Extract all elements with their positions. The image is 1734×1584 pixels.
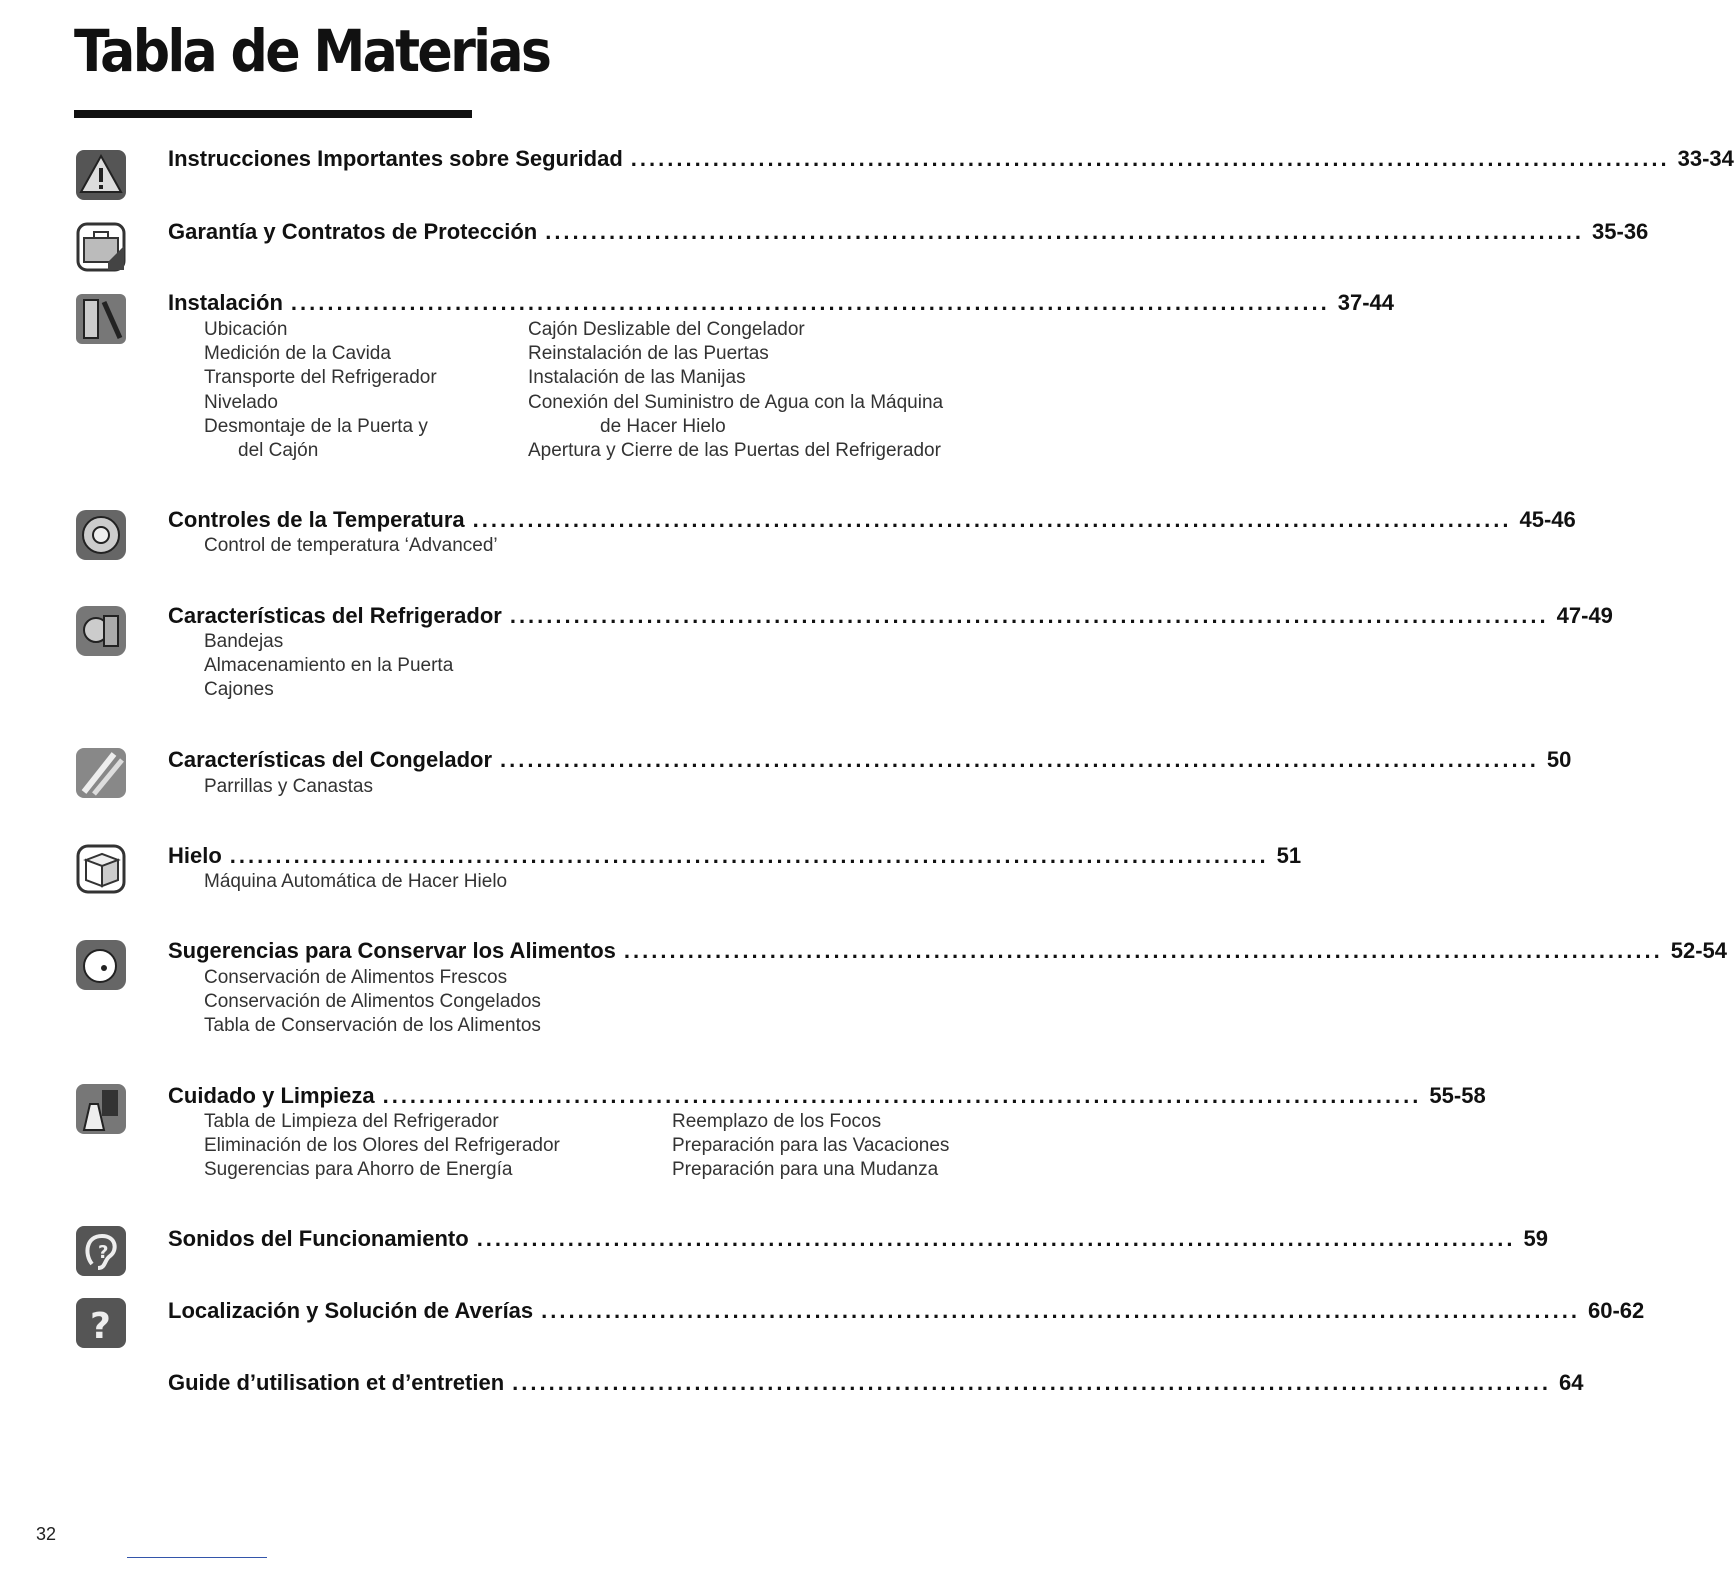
- dot-leader: ..................................................................................................................: [476, 1226, 1516, 1251]
- dot-leader: ..................................................................................................................: [290, 290, 1330, 315]
- question-icon: [74, 1296, 128, 1350]
- subtopic: Reemplazo de los Focos: [672, 1111, 882, 1132]
- subtopic: Eliminación de los Olores del Refrigerador: [204, 1135, 560, 1157]
- toc-entry-11[interactable]: [168, 1370, 1584, 1400]
- entry-heading: Sugerencias para Conservar los Alimentos: [168, 938, 616, 963]
- entry-subtopics: [204, 870, 507, 894]
- ear-icon: [74, 1224, 128, 1278]
- entry-subtopics: [204, 775, 373, 799]
- dot-leader: ..................................................................................................................: [500, 747, 1539, 772]
- footer-rule: [127, 1557, 267, 1558]
- dot-leader: ..................................................................................................................: [512, 1370, 1551, 1395]
- entry-pages: 47-49: [1556, 603, 1613, 628]
- food-storage-icon: [74, 938, 128, 992]
- toc-entry-9[interactable]: [168, 1226, 1548, 1256]
- entry-subtopics: [204, 630, 453, 703]
- toc-entry-5[interactable]: [168, 747, 1572, 777]
- subtopic: Control de temperatura ‘Advanced’: [204, 535, 498, 556]
- entry-heading: Cuidado y Limpieza: [168, 1083, 375, 1108]
- entry-pages: 51: [1276, 843, 1302, 868]
- entry-heading: Guide d’utilisation et d’entretien: [168, 1370, 505, 1395]
- subtopic: Reinstalación de las Puertas: [528, 343, 769, 365]
- subtopic: Preparación para una Mudanza: [672, 1159, 939, 1181]
- subtopic: Sugerencias para Ahorro de Energía: [204, 1159, 513, 1181]
- entry-pages: 64: [1558, 1370, 1584, 1395]
- entry-subtopics: [204, 1110, 560, 1183]
- subtopic: Apertura y Cierre de las Puertas del Refrigerador: [528, 440, 941, 462]
- entry-subtopics-col2: [528, 318, 943, 463]
- entry-subtopics: [204, 966, 541, 1039]
- entry-heading: Instrucciones Importantes sobre Seguridad: [168, 146, 623, 171]
- subtopic: Parrillas y Canastas: [204, 776, 373, 797]
- tools-icon: [74, 292, 128, 346]
- subtopic: del Cajón: [238, 440, 319, 462]
- toc-entry-7[interactable]: [168, 938, 1727, 968]
- toc-entry-0[interactable]: [168, 146, 1734, 176]
- subtopic: Almacenamiento en la Puerta: [204, 655, 454, 677]
- warning-icon: [74, 148, 128, 202]
- entry-subtopics: [204, 534, 498, 558]
- page-number: 32: [36, 1524, 57, 1544]
- svg-text:?: ?: [90, 1306, 111, 1347]
- subtopic: Máquina Automática de Hacer Hielo: [204, 871, 508, 892]
- subtopic: Conexión del Suministro de Agua con la Máquina: [528, 391, 944, 413]
- entry-pages: 52-54: [1670, 938, 1727, 963]
- toc-entry-2[interactable]: [168, 290, 1395, 320]
- dot-leader: ..................................................................................................................: [623, 938, 1663, 963]
- entry-heading: Características del Refrigerador: [168, 603, 502, 628]
- entry-subtopics-col2: [672, 1110, 949, 1183]
- dot-leader: ..................................................................................................................: [509, 603, 1549, 628]
- dot-leader: ..................................................................................................................: [382, 1083, 1422, 1108]
- page-title: Tabla de Materias: [74, 17, 550, 85]
- entry-heading: Hielo: [168, 843, 222, 868]
- entry-heading: Instalación: [168, 290, 283, 315]
- entry-pages: 45-46: [1519, 507, 1576, 532]
- toc-entry-1[interactable]: [168, 219, 1649, 249]
- refrigerator-shelf-icon: [74, 604, 128, 658]
- subtopic: Instalación de las Manijas: [528, 367, 746, 389]
- dot-leader: ..................................................................................................................: [545, 219, 1585, 244]
- entry-pages: 35-36: [1592, 219, 1649, 244]
- entry-pages: 59: [1523, 1226, 1548, 1251]
- subtopic: Conservación de Alimentos Congelados: [204, 991, 541, 1013]
- subtopic: Tabla de Limpieza del Refrigerador: [204, 1111, 499, 1132]
- dot-leader: ..................................................................................................................: [229, 843, 1269, 868]
- subtopic: Cajón Deslizable del Congelador: [528, 319, 805, 340]
- toc-entry-4[interactable]: [168, 603, 1613, 633]
- subtopic: Conservación de Alimentos Frescos: [204, 967, 508, 988]
- subtopic: Nivelado: [204, 391, 278, 413]
- entry-pages: 33-34: [1677, 146, 1734, 171]
- entry-pages: 37-44: [1337, 290, 1395, 315]
- toolbox-icon: [74, 220, 128, 274]
- dot-leader: ..................................................................................................................: [472, 507, 1512, 532]
- entry-heading: Características del Congelador: [168, 747, 493, 772]
- entry-subtopics: [204, 318, 437, 463]
- entry-pages: 60-62: [1587, 1298, 1645, 1323]
- subtopic: Tabla de Conservación de los Alimentos: [204, 1015, 541, 1037]
- subtopic: Preparación para las Vacaciones: [672, 1135, 950, 1157]
- subtopic: Medición de la Cavida: [204, 343, 391, 365]
- subtopic: Transporte del Refrigerador: [204, 367, 437, 389]
- cleaning-icon: [74, 1082, 128, 1136]
- subtopic: Desmontaje de la Puerta y: [204, 415, 428, 437]
- toc-entry-3[interactable]: [168, 507, 1576, 537]
- entry-pages: 50: [1546, 747, 1572, 772]
- subtopic: Bandejas: [204, 631, 284, 652]
- freezer-icon: [74, 746, 128, 800]
- toc-entry-8[interactable]: [168, 1083, 1486, 1113]
- title-underline: [74, 110, 472, 118]
- entry-heading: Sonidos del Funcionamiento: [168, 1226, 469, 1251]
- subtopic: de Hacer Hielo: [600, 415, 726, 437]
- entry-heading: Localización y Solución de Averías: [168, 1298, 534, 1323]
- dial-icon: [74, 508, 128, 562]
- entry-heading: Controles de la Temperatura: [168, 507, 465, 532]
- entry-pages: 55-58: [1429, 1083, 1486, 1108]
- ice-cube-icon: [74, 842, 128, 896]
- subtopic: Cajones: [204, 679, 274, 701]
- dot-leader: ..................................................................................................................: [541, 1298, 1580, 1323]
- toc-entry-6[interactable]: [168, 843, 1302, 873]
- toc-entry-10[interactable]: [168, 1298, 1645, 1328]
- subtopic: Ubicación: [204, 319, 288, 340]
- dot-leader: ..................................................................................................................: [630, 146, 1670, 171]
- entry-heading: Garantía y Contratos de Protección: [168, 219, 538, 244]
- svg-text:?: ?: [98, 1242, 109, 1263]
